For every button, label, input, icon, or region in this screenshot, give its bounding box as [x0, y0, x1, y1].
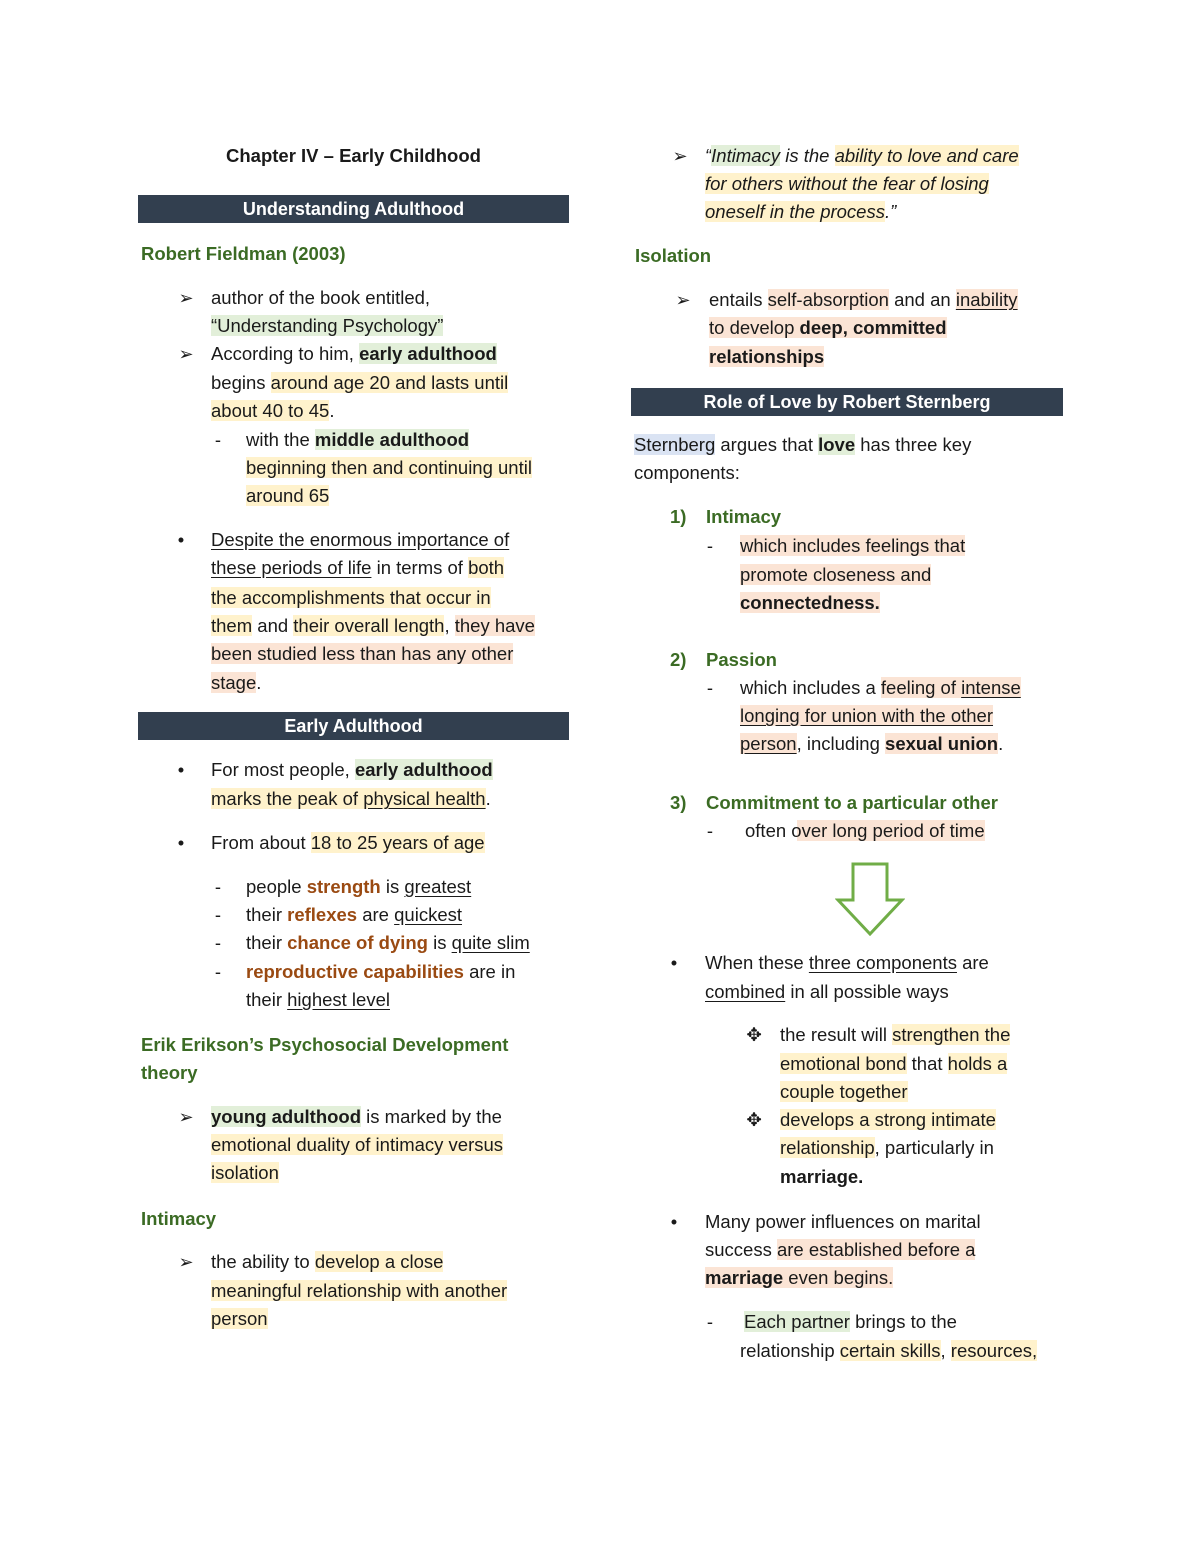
text: is marked by the: [361, 1106, 502, 1127]
highlight-text: their overall length: [293, 615, 445, 636]
when-line: [705, 950, 989, 978]
highlight-text: feeling of: [880, 677, 962, 698]
sternberg-line: [634, 432, 971, 460]
diamond-bullet-icon: ✥: [746, 1024, 762, 1045]
text: From about: [211, 832, 311, 853]
highlight-text: develop a close: [314, 1251, 444, 1272]
text: When these: [705, 952, 809, 973]
diamond-bullet-icon: ✥: [746, 1109, 762, 1130]
fieldman-text-line: [211, 398, 334, 426]
highlight-text: sexual union: [885, 733, 999, 754]
text: .: [485, 788, 491, 809]
highlight-text: stage: [211, 672, 257, 693]
highlight-text: Each partner: [744, 1311, 850, 1332]
highlight-text: self-absorption: [767, 289, 889, 310]
text: the result will: [780, 1024, 893, 1045]
dash-bullet: -: [214, 429, 222, 450]
result-line: [780, 1022, 1010, 1050]
many-line: Many power influences on marital: [705, 1211, 981, 1232]
highlight-text: relationships: [709, 346, 825, 367]
highlight-text: beginning then and continuing until: [246, 457, 532, 478]
highlight-text: deep, committed: [799, 317, 947, 338]
ea-line: [211, 830, 485, 858]
arrow-bullet-icon: ➢: [178, 1107, 194, 1127]
text: , particularly in: [874, 1137, 994, 1158]
dot-bullet: •: [177, 759, 185, 780]
erikson-line: [211, 1132, 503, 1160]
when-line: [705, 979, 949, 1007]
section-bar-role-of-love: Role of Love by Robert Sternberg: [631, 388, 1063, 416]
highlight-text: emotional duality of intimacy versus: [211, 1134, 504, 1155]
text: are in: [463, 961, 516, 982]
sub-text-line: [246, 427, 469, 455]
despite-line: [211, 670, 261, 698]
term-middle-adulthood: middle adulthood: [314, 429, 470, 450]
highlight-text: to develop: [709, 317, 800, 338]
component-line: [740, 703, 993, 731]
ea-list-item: [246, 930, 530, 958]
book-title: “Understanding Psychology”: [211, 315, 444, 336]
dash-bullet: -: [706, 677, 714, 698]
result-line: [780, 1051, 1007, 1079]
component-line: [740, 590, 880, 618]
down-arrow-icon: [835, 862, 905, 936]
fieldman-text-line: [211, 313, 443, 341]
highlight-text: even begins.: [783, 1267, 894, 1288]
result-line: [780, 1079, 908, 1107]
many-line: [705, 1237, 975, 1265]
isolation-line: [709, 344, 824, 372]
develops-line: [780, 1107, 996, 1135]
text: .: [329, 400, 335, 421]
text: and: [252, 615, 294, 636]
fieldman-text-line: [211, 341, 497, 369]
text: three components: [808, 952, 957, 973]
dash-bullet: -: [214, 961, 222, 982]
text: which includes a: [740, 677, 881, 698]
term-early-adulthood: early adulthood: [354, 759, 493, 780]
despite-line: Despite the enormous importance of: [211, 529, 510, 550]
highlight-text: intense: [961, 677, 1021, 698]
erikson-line: [211, 1104, 502, 1132]
text: greatest: [404, 876, 472, 897]
quote-line: [705, 171, 989, 199]
develops-line: [780, 1135, 994, 1163]
text: quickest: [394, 904, 462, 925]
dot-bullet: •: [177, 832, 185, 853]
text: .: [998, 733, 1004, 754]
term: reproductive capabilities: [246, 961, 464, 982]
ea-list-item: [246, 987, 390, 1015]
text: .: [256, 672, 262, 693]
dot-bullet: •: [670, 952, 678, 973]
intimacy-heading: Intimacy: [141, 1208, 217, 1229]
term: chance of dying: [287, 932, 428, 953]
highlight-text: both: [468, 557, 505, 578]
highlight-text: about 40 to 45: [211, 400, 330, 421]
ea-list-item: [246, 874, 471, 902]
highlight-text: them: [211, 615, 253, 636]
dash-bullet: -: [706, 1311, 714, 1332]
dash-bullet: -: [706, 820, 714, 841]
quote-line: [705, 199, 896, 227]
highlight-text: are established before a: [776, 1239, 976, 1260]
term-early-adulthood: early adulthood: [359, 343, 497, 364]
despite-line: [211, 613, 535, 641]
component-line: [740, 562, 931, 590]
section-bar-understanding-adulthood: Understanding Adulthood: [138, 195, 569, 223]
highlight-text: physical health: [363, 788, 486, 809]
component-line: [740, 675, 1021, 703]
highlight-text: marriage: [705, 1267, 784, 1288]
text: are: [357, 904, 395, 925]
arrow-bullet-icon: ➢: [178, 344, 194, 364]
highlight-text: isolation: [211, 1162, 279, 1183]
arrow-bullet-icon: ➢: [178, 1252, 194, 1272]
highlight-text: relationship: [780, 1137, 875, 1158]
text: that: [906, 1053, 948, 1074]
fieldman-text-line: [211, 370, 508, 398]
text: people: [246, 876, 307, 897]
quote-line: [705, 143, 1019, 171]
component-name: Commitment to a particular other: [706, 792, 998, 813]
component-name: Passion: [706, 649, 777, 670]
highlight-text: emotional bond: [780, 1053, 907, 1074]
term: reflexes: [287, 904, 358, 925]
ea-line: [211, 757, 493, 785]
highlight-text: which includes feelings that: [740, 535, 966, 556]
arrow-bullet-icon: ➢: [672, 146, 688, 166]
highlight-text: promote closeness and: [740, 564, 932, 585]
text: quite slim: [451, 932, 530, 953]
develops-line: marriage.: [780, 1166, 864, 1187]
highlight-text: develops a strong intimate: [780, 1109, 996, 1130]
fieldman-text-line: author of the book entitled,: [211, 287, 431, 308]
intimacy-line: [211, 1249, 443, 1277]
text: relationship: [740, 1340, 840, 1361]
highlight-text: meaningful relationship with another: [211, 1280, 508, 1301]
sub-text-line: [246, 483, 329, 511]
highlight-text: marks the peak of: [211, 788, 364, 809]
arrow-bullet-icon: ➢: [675, 290, 691, 310]
component-name: Intimacy: [706, 506, 782, 527]
term-young-adulthood: young adulthood: [211, 1106, 362, 1127]
dash-bullet: -: [214, 904, 222, 925]
erikson-heading: Erik Erikson’s Psychosocial Development: [141, 1034, 509, 1055]
highlight-text: couple together: [780, 1081, 908, 1102]
partner-line: [744, 1309, 957, 1337]
highlight-text: they have: [454, 615, 535, 636]
text: , including: [796, 733, 886, 754]
highlight-text: the accomplishments that occur in: [211, 587, 491, 608]
text: entails: [709, 289, 768, 310]
text: their: [246, 989, 288, 1010]
highlight-text: longing for union with the other: [740, 705, 994, 726]
text: is: [380, 876, 405, 897]
many-line: [705, 1265, 893, 1293]
component-line: [740, 731, 1003, 759]
dash-bullet: -: [706, 535, 714, 556]
text: “: [705, 145, 712, 166]
text: For most people,: [211, 759, 355, 780]
highlight-text: ability to love and care: [834, 145, 1019, 166]
component-number: 3): [670, 792, 687, 813]
chapter-title: Chapter IV – Early Childhood: [226, 145, 481, 166]
dash-bullet: -: [214, 876, 222, 897]
fieldman-heading: Robert Fieldman (2003): [141, 243, 346, 264]
highlight-text: connectedness.: [740, 592, 880, 613]
text: argues that: [715, 434, 819, 455]
component-line: [740, 533, 965, 561]
text: ,: [940, 1340, 951, 1361]
despite-line: [211, 585, 491, 613]
component-number: 2): [670, 649, 687, 670]
text: .”: [884, 201, 897, 222]
ea-list-item: [246, 902, 462, 930]
text: has three key: [855, 434, 972, 455]
ea-list-item: [246, 959, 515, 987]
text: ,: [444, 615, 455, 636]
erikson-heading: theory: [141, 1062, 198, 1083]
highlight-text: Sternberg: [634, 434, 716, 455]
term-love: love: [818, 434, 856, 455]
text: brings to the: [849, 1311, 957, 1332]
text: in all possible ways: [785, 981, 949, 1002]
text: According to him,: [211, 343, 360, 364]
text: success: [705, 1239, 777, 1260]
text: is: [427, 932, 452, 953]
highlight-text: certain skills: [839, 1340, 941, 1361]
highlight-text: for others without the fear of losing: [705, 173, 989, 194]
text: are: [956, 952, 989, 973]
highlight-text: person: [740, 733, 797, 754]
text: is the: [780, 145, 835, 166]
text: combined: [705, 981, 786, 1002]
highlight-text: around age 20 and lasts until: [270, 372, 509, 393]
highlight-text: around 65: [246, 485, 330, 506]
text: these periods of life: [211, 557, 372, 578]
highlight-text: oneself in the process: [705, 201, 885, 222]
highlight-text: 18 to 25 years of age: [310, 832, 485, 853]
text: in terms of: [371, 557, 469, 578]
text: often over long period of time: [745, 820, 985, 841]
text: the ability to: [211, 1251, 315, 1272]
partner-line: [740, 1338, 1037, 1366]
section-bar-early-adulthood: Early Adulthood: [138, 712, 569, 740]
intimacy-line: [211, 1306, 268, 1334]
text: their: [246, 904, 288, 925]
highlight-text: Intimacy: [711, 145, 781, 166]
ea-line: [211, 786, 491, 814]
despite-line: [211, 555, 504, 583]
erikson-line: [211, 1160, 279, 1188]
dot-bullet: •: [177, 529, 185, 550]
sub-text-line: [246, 455, 532, 483]
highlight-text: inability: [955, 289, 1018, 310]
intimacy-line: [211, 1278, 507, 1306]
text: their: [246, 932, 288, 953]
component-number: 1): [670, 506, 687, 527]
component-line: [745, 818, 985, 846]
highlight-text: person: [211, 1308, 268, 1329]
text: highest level: [287, 989, 390, 1010]
isolation-line: [709, 287, 1018, 315]
dash-bullet: -: [214, 932, 222, 953]
text: with the: [246, 429, 315, 450]
highlight-text: resources,: [950, 1340, 1038, 1361]
term: strength: [306, 876, 381, 897]
isolation-line: [709, 315, 947, 343]
highlight-text: holds a: [947, 1053, 1008, 1074]
text: begins: [211, 372, 271, 393]
highlight-text: strengthen the: [892, 1024, 1011, 1045]
dot-bullet: •: [670, 1211, 678, 1232]
arrow-bullet-icon: ➢: [178, 288, 194, 308]
text: and an: [888, 289, 956, 310]
despite-line: [211, 641, 513, 669]
sternberg-line: components:: [634, 462, 740, 483]
isolation-heading: Isolation: [635, 245, 712, 266]
highlight-text: been studied less than has any other: [211, 643, 514, 664]
